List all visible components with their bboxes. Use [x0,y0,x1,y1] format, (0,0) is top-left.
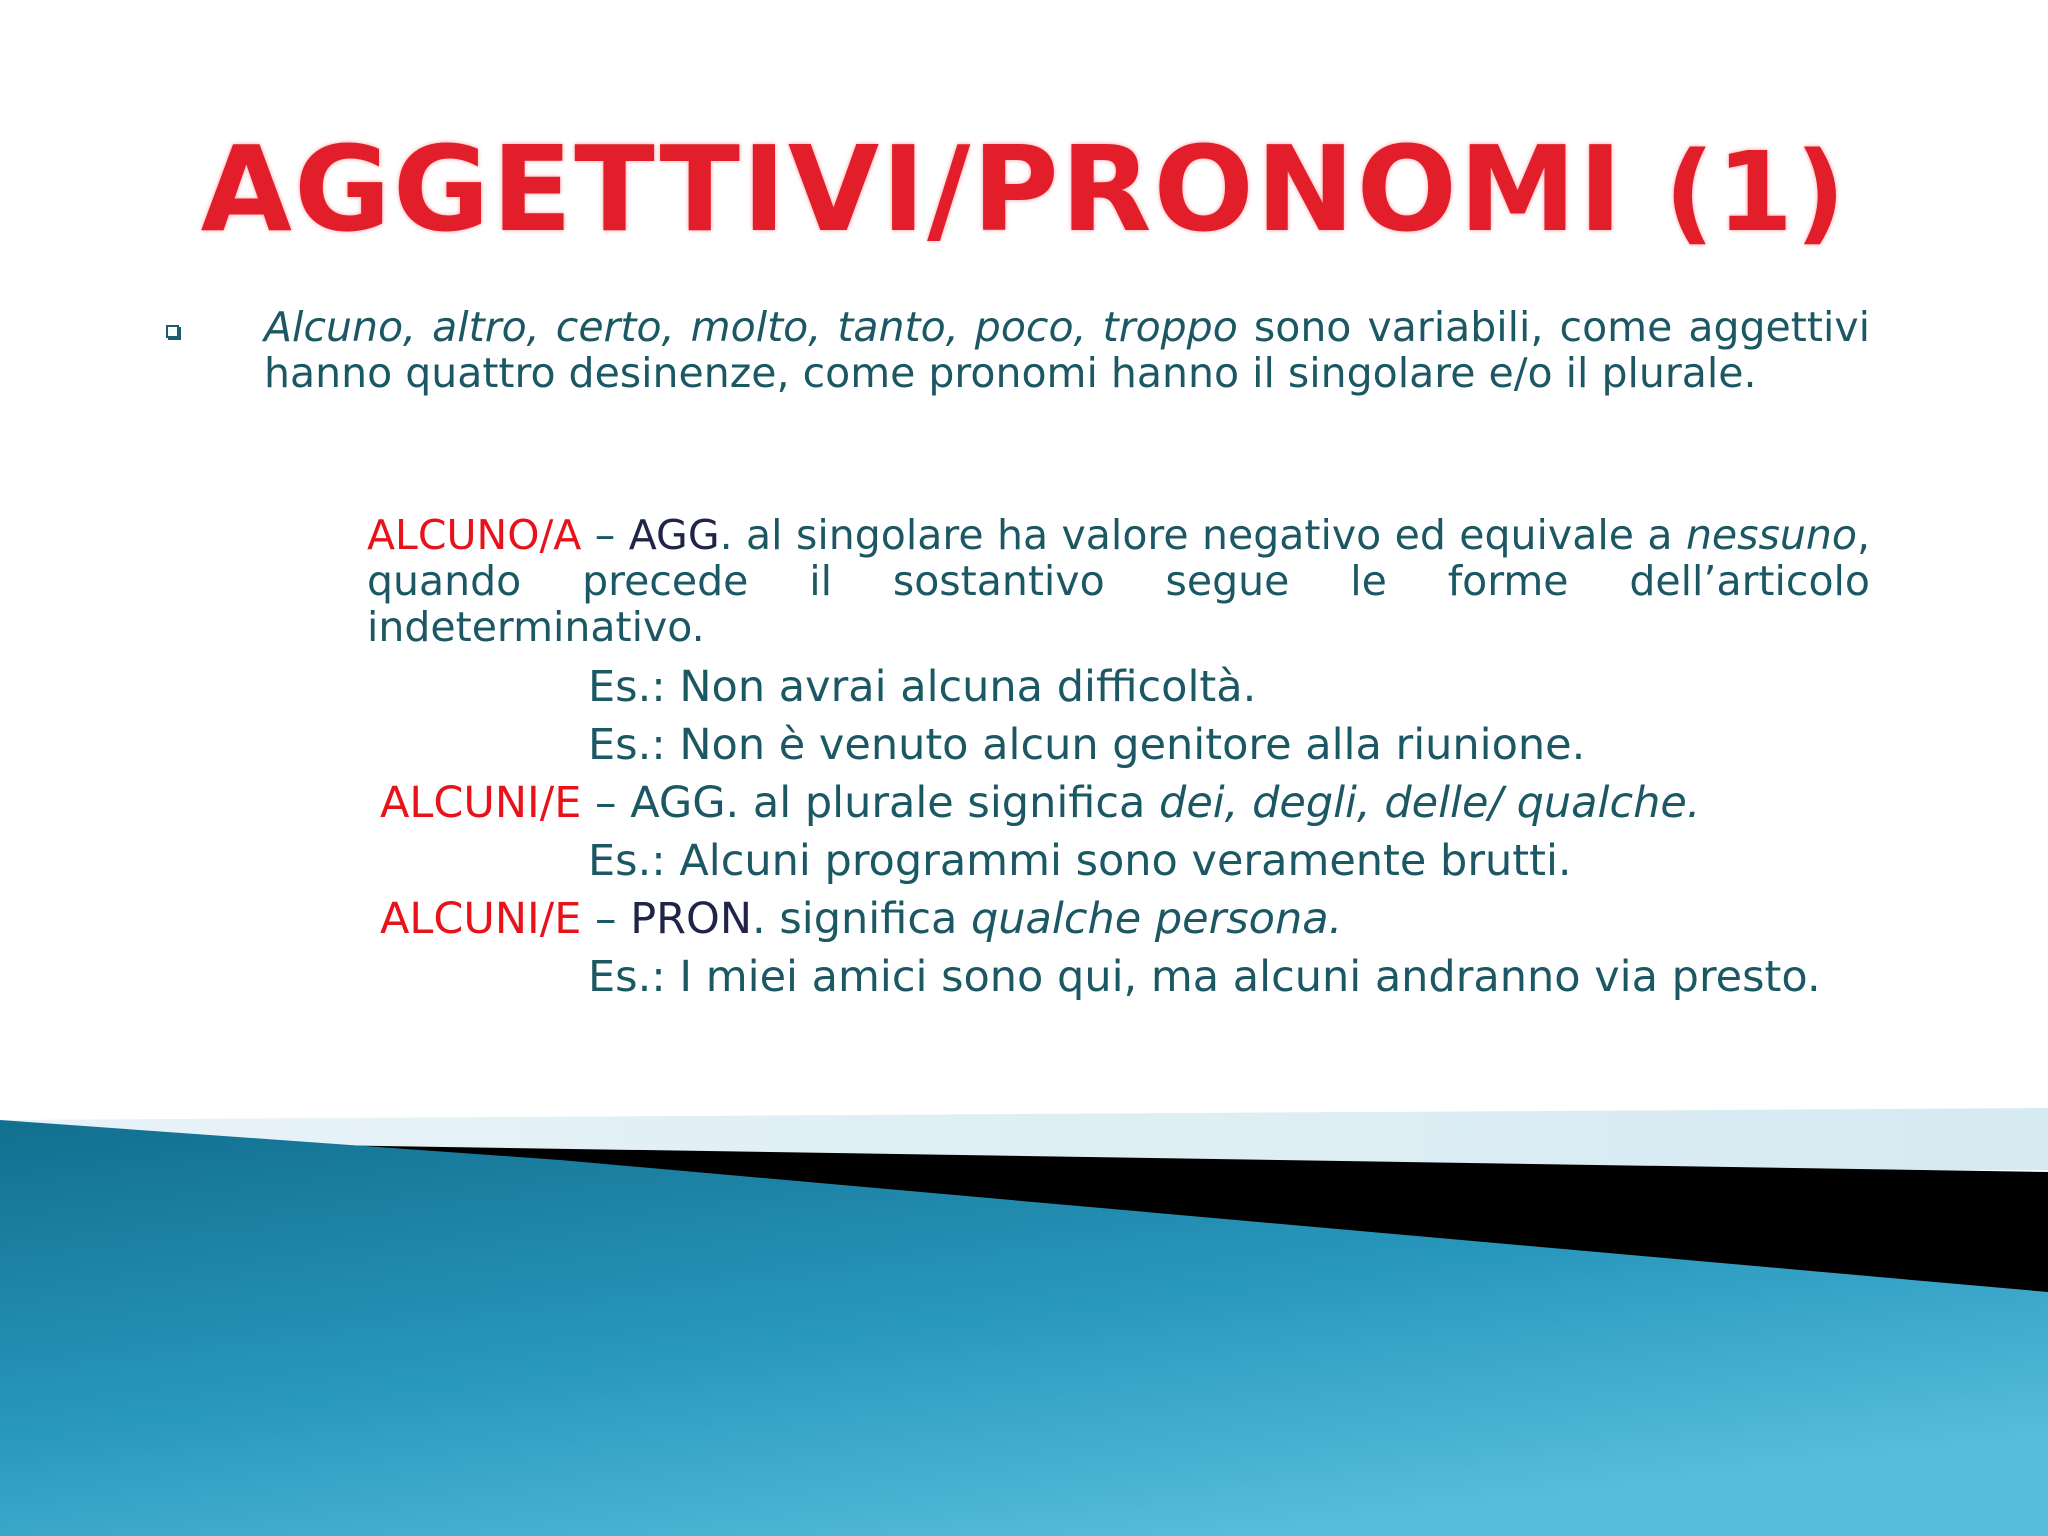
alcuni-agg-dash: – [581,778,631,828]
alcuni-agg-italic: dei, degli, delle/ qualche. [1159,778,1701,828]
title-number: (1) [1664,128,1848,256]
example-1: Es.: Non avrai alcuna difficoltà. [588,662,1257,712]
alcuno-label: AGG [628,511,720,559]
intro-paragraph [264,304,1870,396]
alcuni-pron-line [380,894,1342,944]
alcuni-pron-label: PRON [630,894,753,944]
intro-italic-words: Alcuno, altro, certo, molto, tanto, poco, troppo [264,303,1238,351]
alcuni-agg-text: . al plurale significa [725,778,1160,828]
alcuni-pron-keyword: ALCUNI/E [380,894,582,944]
alcuni-pron-dash: – [581,894,631,944]
alcuno-text1: . al singolare ha valore negativo ed equivale a [719,511,1686,559]
title-main: AGGETTIVI/PRONOMI [200,120,1625,258]
example-4: Es.: I miei amici sono qui, ma alcuni andranno via presto. [588,952,1821,1002]
slide-title [0,120,2048,258]
alcuni-agg-keyword: ALCUNI/E [380,778,582,828]
alcuno-dash: – [581,511,629,559]
example-3: Es.: Alcuni programmi sono veramente brutti. [588,836,1572,886]
alcuni-pron-italic: qualche persona. [970,894,1343,944]
alcuno-keyword: ALCUNO/A [367,511,582,559]
alcuno-text2: , quando precede il sostantivo segue le forme dell’articolo indeterminativo. [367,511,1870,651]
alcuni-agg-label: AGG [630,778,726,828]
alcuni-agg-line [380,778,1700,828]
alcuni-pron-text: . significa [752,894,971,944]
alcuno-italic: nessuno [1685,511,1857,559]
example-2: Es.: Non è venuto alcun genitore alla riunione. [588,720,1586,770]
intro-rest: sono variabili, come aggettivi hanno quattro desinenze, come pronomi hanno il singolare e/o il plurale. [264,303,1870,397]
alcuno-paragraph [367,512,1870,650]
decorative-wave-band [0,1100,2048,1536]
square-bullet-icon [166,325,179,338]
